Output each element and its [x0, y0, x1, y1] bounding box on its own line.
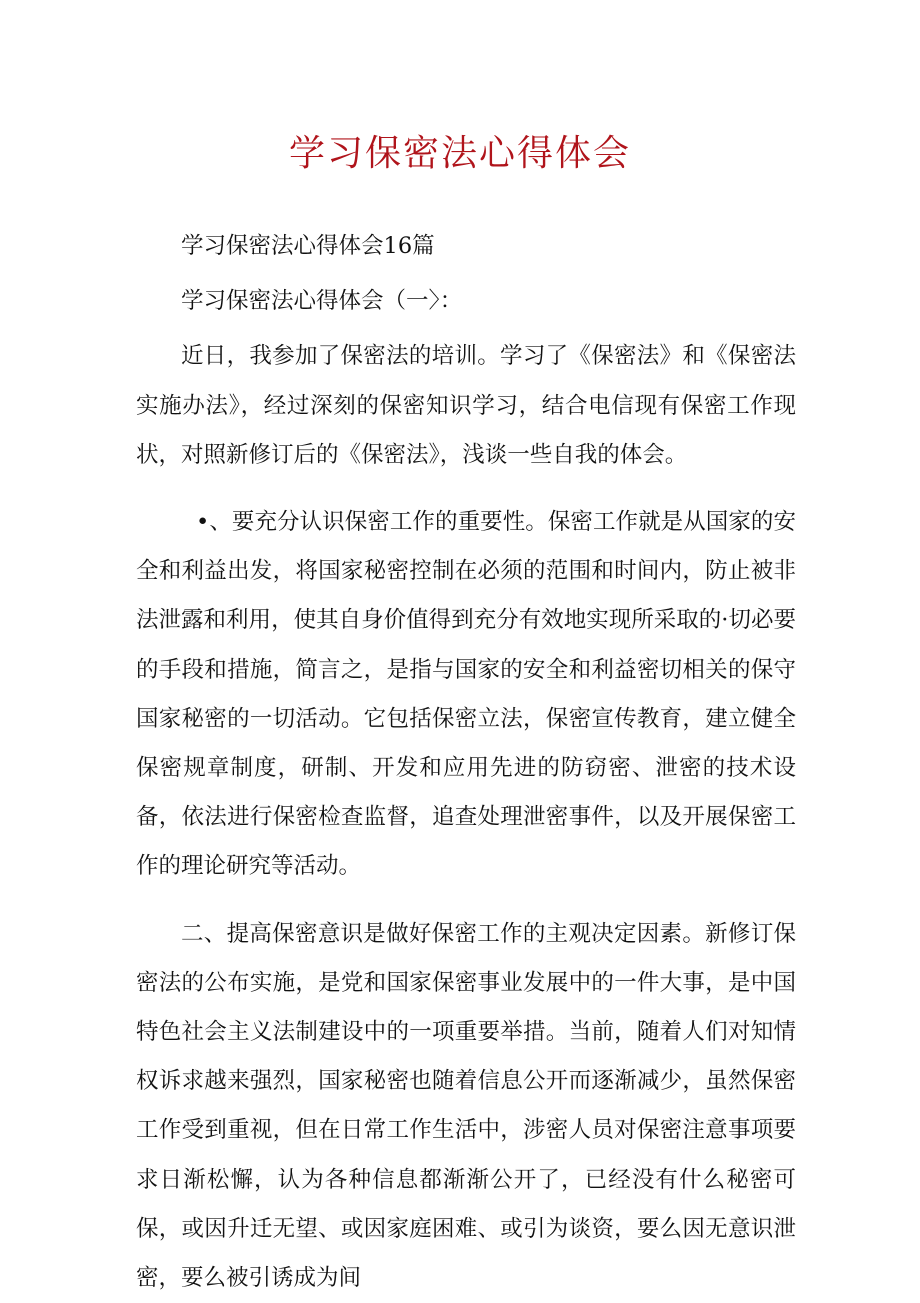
paragraph-point-one: •、要充分认识保密工作的重要性。保密工作就是从国家的安全和利益出发，将国家秘密控制在必须的范围和时间内，防止被非法泄露和利用，使其自身价值得到充分有效地实现所采取的·切必要的手段和措施，简言之，是指与国家的安全和利益密切相关的保守国家秘密的一切活动。它包括保密立法，保密宣传教育，建立健全保密规章制度，研制、开发和应用先进的防窃密、泄密的技术设备，依法进行保密检查监督，追查处理泄密事件，以及开展保密工作的理论研究等活动。 — [136, 509, 796, 880]
paragraph-intro: 近日，我参加了保密法的培训。学习了《保密法》和《保密法实施办法》，经过深刻的保密知识学习，结合电信现有保密工作现状，对照新修订后的《保密法》，浅谈一些自我的体会。 — [136, 343, 796, 468]
document-subtitle: 学习保密法心得体会16篇 — [181, 233, 435, 259]
document-title: 学习保密法心得体会 — [288, 133, 631, 174]
paragraph-point-two: 二、提高保密意识是做好保密工作的主观决定因素。新修订保密法的公布实施，是党和国家保密事业发展中的一件大事，是中国特色社会主义法制建设中的一项重要举措。当前，随着人们对知情权诉求越来强烈，国家秘密也随着信息公开而逐渐减少，虽然保密工作受到重视，但在日常工作生活中，涉密人员对保密注意事项要求日渐松懈，认为各种信息都渐渐公开了，已经没有什么秘密可保，或因升迁无望、或因家庭困难、或引为谈资，要么因无意识泄密，要么被引诱成为间 — [136, 920, 796, 1292]
document-body — [136, 222, 796, 1303]
section-heading: 学习保密法心得体会（一〉： — [181, 288, 463, 315]
